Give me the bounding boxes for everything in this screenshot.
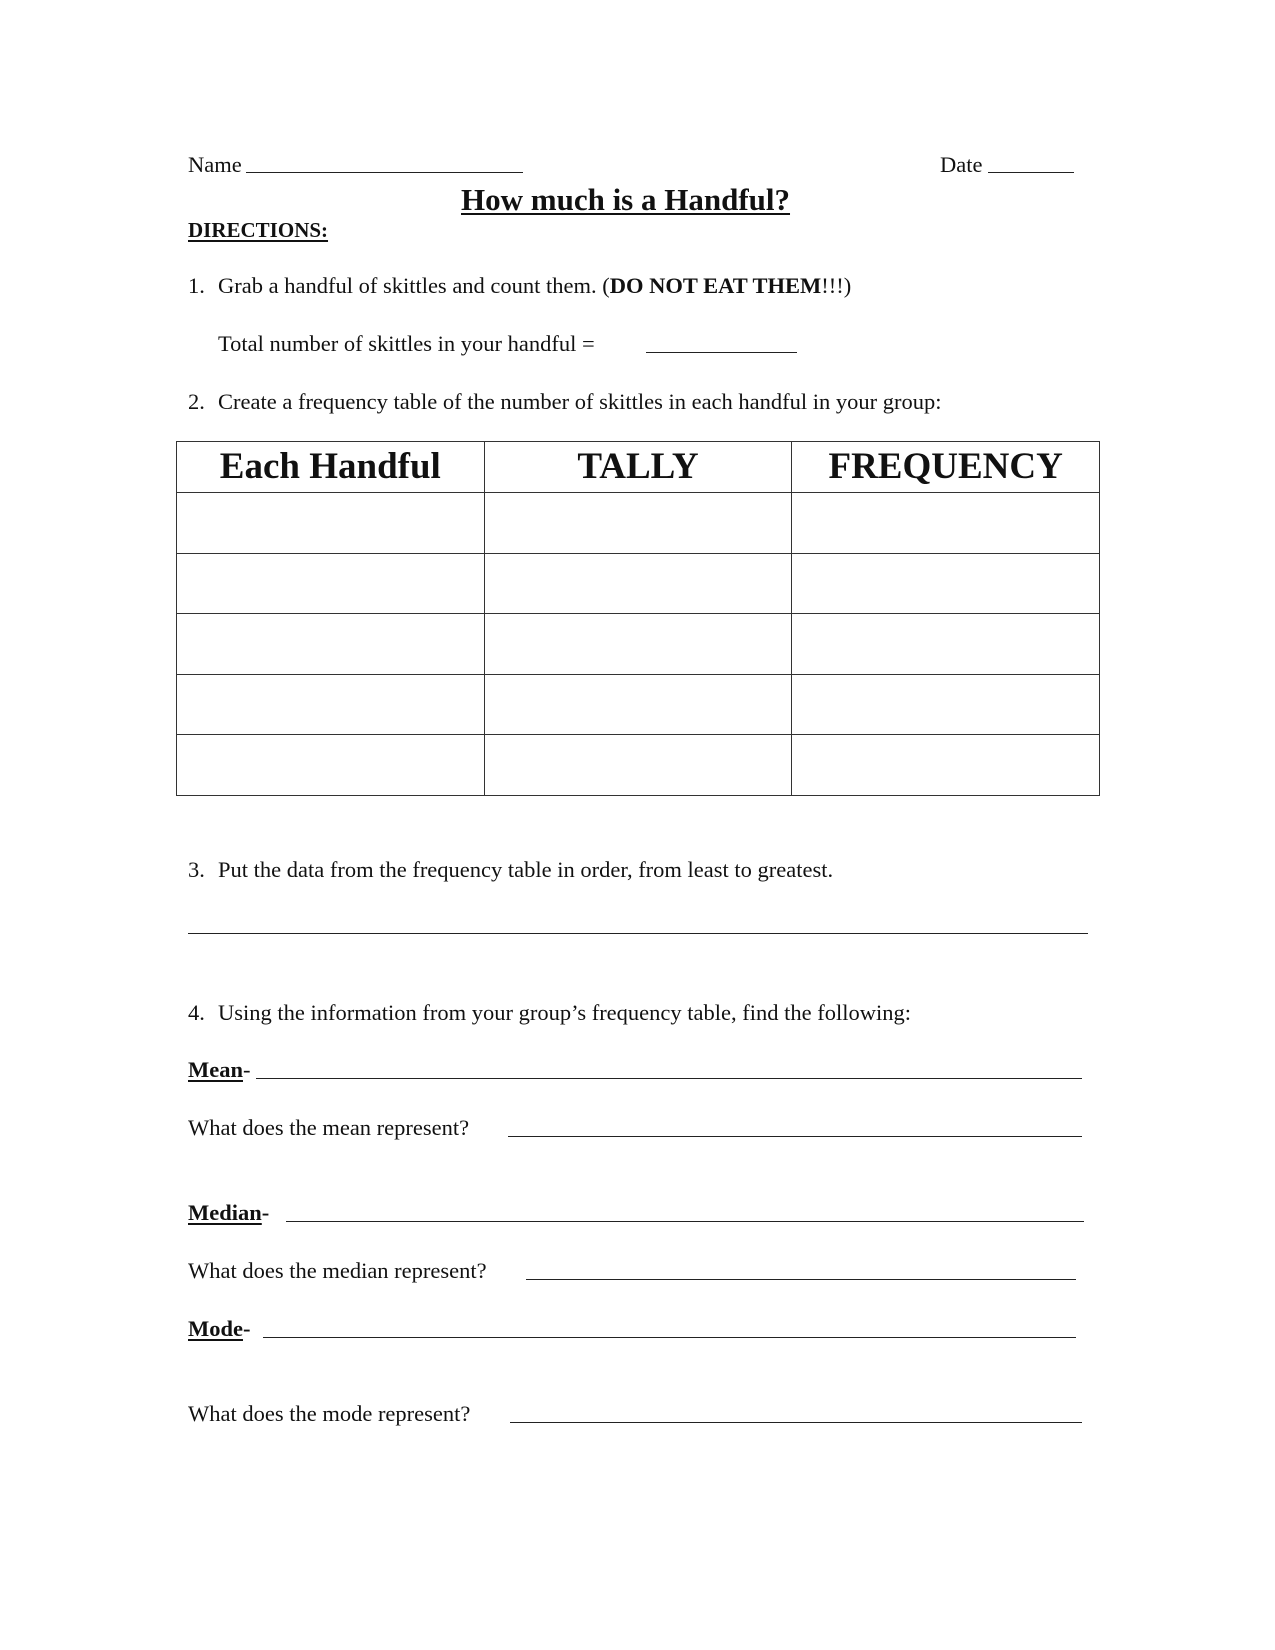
step2-number: 2. bbox=[188, 389, 205, 414]
step1-warning: DO NOT EAT THEM bbox=[609, 273, 822, 298]
median-field[interactable] bbox=[286, 1221, 1084, 1222]
step2-text: Create a frequency table of the number of skittles in each handful in your group: bbox=[218, 389, 942, 414]
name-label: Name bbox=[188, 152, 242, 177]
step1-number: 1. bbox=[188, 273, 205, 298]
mode-label: Mode- bbox=[188, 1316, 251, 1341]
total-skittles-field[interactable] bbox=[646, 352, 797, 353]
step1-text: Grab a handful of skittles and count them. (DO NOT EAT THEM!!!) bbox=[218, 273, 852, 298]
mode-question: What does the mode represent? bbox=[188, 1401, 471, 1426]
mean-question: What does the mean represent? bbox=[188, 1115, 470, 1140]
directions-label: DIRECTIONS: bbox=[188, 218, 329, 242]
table-row bbox=[177, 493, 1100, 554]
mean-answer-field[interactable] bbox=[508, 1136, 1082, 1137]
step4-number: 4. bbox=[188, 1000, 205, 1025]
table-row bbox=[177, 674, 1100, 735]
date-label: Date bbox=[940, 152, 983, 177]
step3-number: 3. bbox=[188, 857, 205, 882]
table-cell[interactable] bbox=[484, 735, 792, 796]
column-header-each-handful: Each Handful bbox=[177, 442, 485, 493]
ordered-data-field[interactable] bbox=[188, 933, 1088, 934]
total-skittles-label: Total number of skittles in your handful = bbox=[218, 331, 595, 356]
table-header-row bbox=[177, 442, 1100, 493]
table-cell[interactable] bbox=[484, 614, 792, 675]
table-cell[interactable] bbox=[484, 674, 792, 735]
table-cell[interactable] bbox=[177, 493, 485, 554]
table-cell[interactable] bbox=[792, 674, 1100, 735]
table-cell[interactable] bbox=[177, 553, 485, 614]
table-cell[interactable] bbox=[792, 735, 1100, 796]
date-field[interactable] bbox=[988, 172, 1074, 173]
column-header-frequency: FREQUENCY bbox=[792, 442, 1100, 493]
median-answer-field[interactable] bbox=[526, 1279, 1076, 1280]
name-field[interactable] bbox=[246, 172, 523, 173]
mean-field[interactable] bbox=[256, 1078, 1082, 1079]
table-cell[interactable] bbox=[792, 553, 1100, 614]
frequency-table bbox=[176, 441, 1100, 796]
mode-field[interactable] bbox=[263, 1337, 1076, 1338]
page-title: How much is a Handful? bbox=[461, 182, 791, 217]
table-row bbox=[177, 614, 1100, 675]
table-cell[interactable] bbox=[792, 493, 1100, 554]
mean-label: Mean- bbox=[188, 1057, 251, 1082]
median-label: Median- bbox=[188, 1200, 270, 1225]
table-row bbox=[177, 735, 1100, 796]
table-cell[interactable] bbox=[484, 493, 792, 554]
table-cell[interactable] bbox=[177, 735, 485, 796]
median-question: What does the median represent? bbox=[188, 1258, 487, 1283]
table-row bbox=[177, 553, 1100, 614]
table-cell[interactable] bbox=[484, 553, 792, 614]
table-cell[interactable] bbox=[177, 614, 485, 675]
table-cell[interactable] bbox=[792, 614, 1100, 675]
step3-text: Put the data from the frequency table in order, from least to greatest. bbox=[218, 857, 834, 882]
column-header-tally: TALLY bbox=[484, 442, 792, 493]
table-cell[interactable] bbox=[177, 674, 485, 735]
mode-answer-field[interactable] bbox=[510, 1422, 1082, 1423]
step4-text: Using the information from your group’s frequency table, find the following: bbox=[218, 1000, 911, 1025]
